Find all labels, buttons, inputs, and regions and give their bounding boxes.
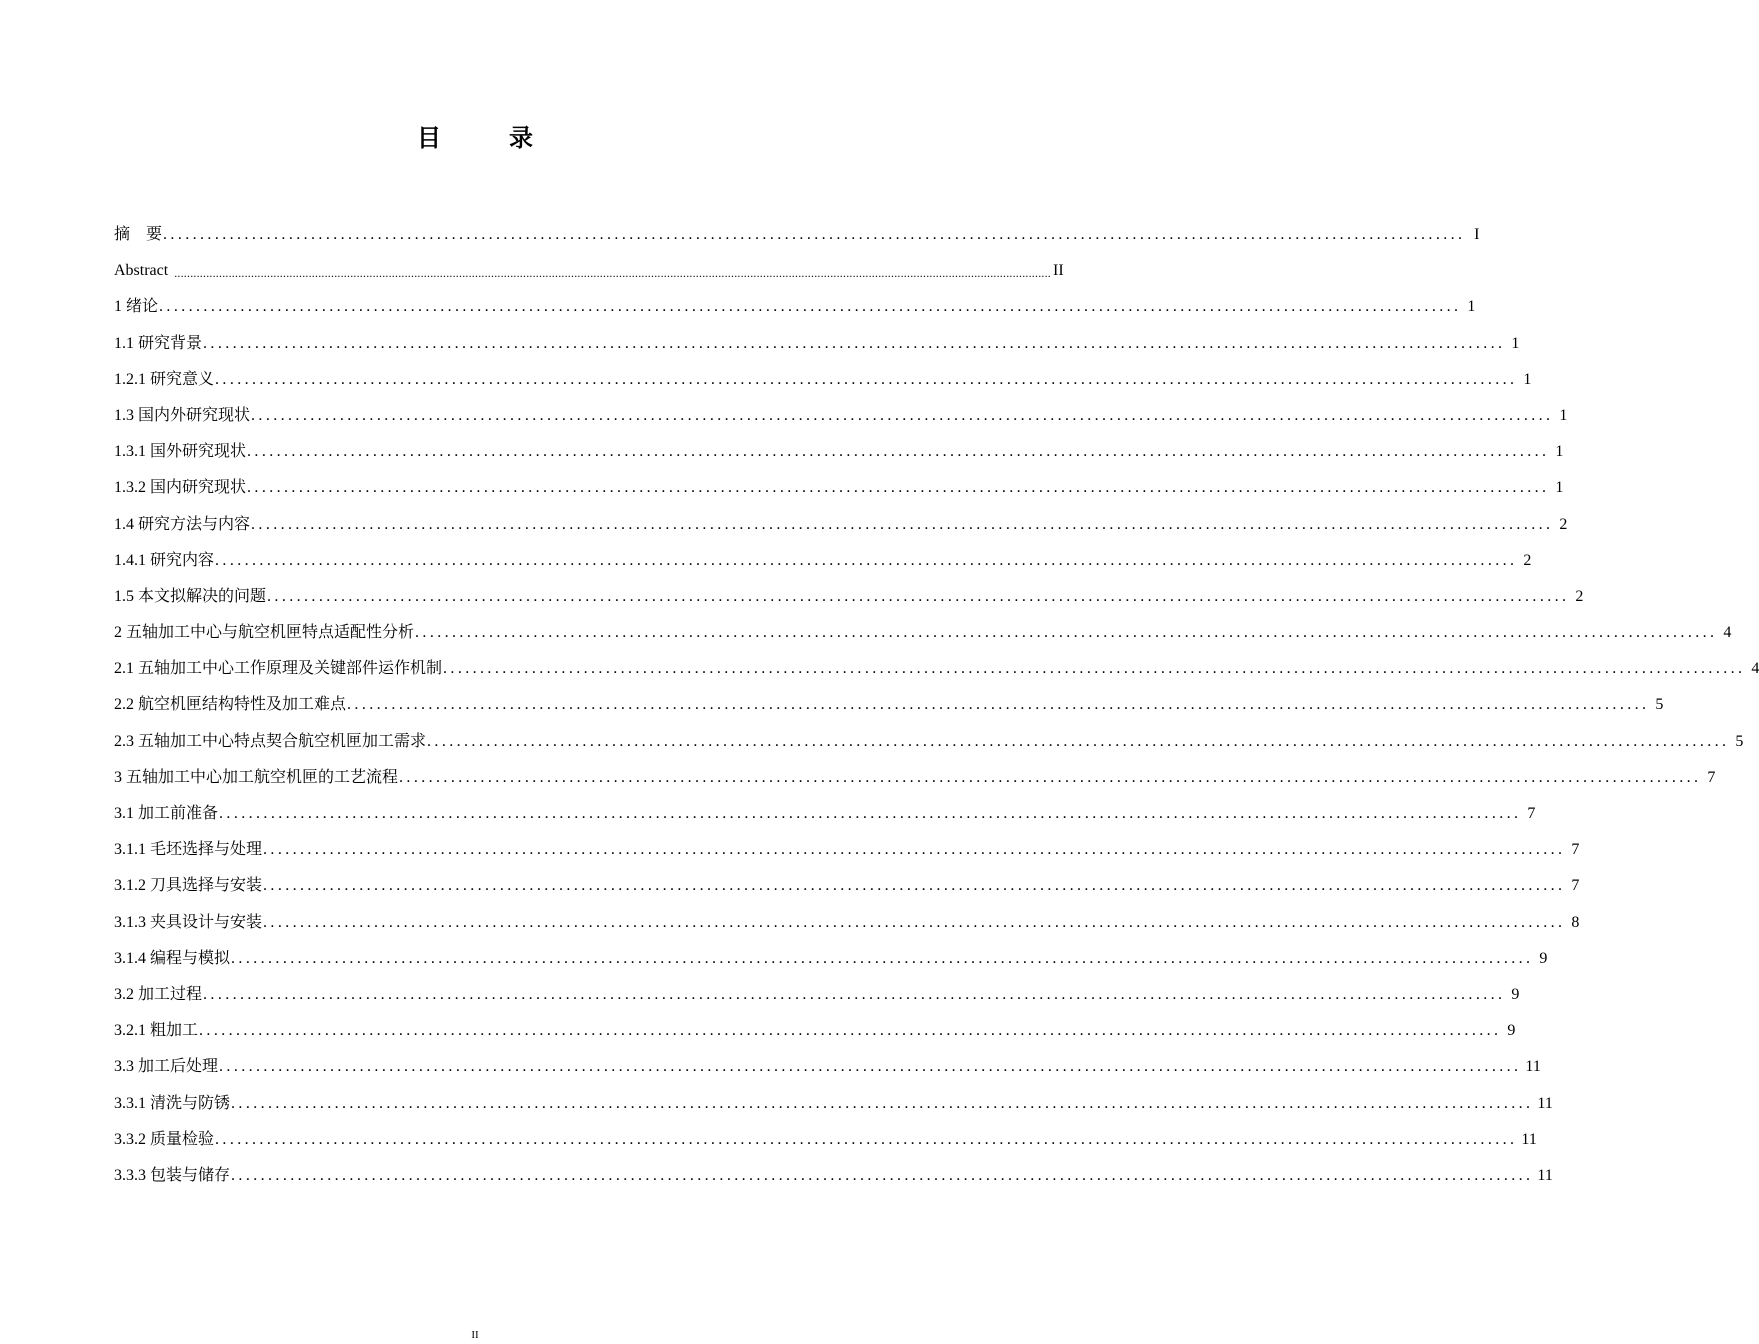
toc-entry[interactable] [114,498,1568,534]
toc-entry[interactable] [114,860,1580,896]
toc-entry[interactable] [114,1114,1537,1150]
toc-entry-page: 1 [1467,298,1476,316]
toc-entry-label: 2.1 五轴加工中心工作原理及关键部件运作机制 [114,660,443,678]
toc-entry-label: 1.3.1 国外研究现状 [114,443,247,461]
toc-entry[interactable] [114,824,1580,860]
toc-entry-label: 3.3 加工后处理 [114,1058,219,1076]
toc-entry-page: 1 [1523,370,1532,388]
toc-entry-label: 3.3.1 清洗与防锈 [114,1094,231,1112]
toc-dot-leader: ................................................................................................................................................................................ [215,1130,1518,1148]
toc-entry-label: 3.3.3 包装与储存 [114,1166,231,1184]
toc-dot-leader: ................................................................................................................................................................................ [427,732,1730,750]
toc-entry[interactable] [114,462,1564,498]
toc-entry-label: 3.1.3 夹具设计与安装 [114,913,263,931]
toc-entry[interactable] [114,788,1536,824]
page-number-footer: II [471,1329,479,1341]
toc-entry[interactable] [114,1005,1516,1041]
toc-dot-leader: ................................................................................................................................................................................ [163,226,1466,243]
toc-entry-page: 9 [1511,985,1520,1003]
toc-entry[interactable] [114,643,1759,679]
toc-entry-page: 2 [1523,551,1532,569]
toc-dot-leader: ................................................................................................................................................................................ [443,660,1746,678]
toc-dot-leader: ................................................................................................................................................................................ [219,1058,1522,1076]
toc-entry-page: II [1053,262,1064,280]
toc-entry[interactable] [114,1041,1541,1077]
toc-dot-leader: .................................................................................................................................................................................................................................................................................. [174,266,1052,281]
toc-entry[interactable] [114,933,1548,969]
toc-entry-page: 2 [1575,587,1584,605]
toc-entry-abstract-cn[interactable] [114,207,1480,245]
toc-entry[interactable] [114,752,1716,788]
toc-dot-leader: ................................................................................................................................................................................ [215,551,1518,569]
toc-dot-leader: ................................................................................................................................................................................ [215,370,1518,388]
toc-entry-label: 1.4 研究方法与内容 [114,515,251,533]
toc-entry-abstract-en[interactable] [114,245,1064,281]
toc-entry-label: 1.1 研究背景 [114,334,203,352]
toc-entry[interactable] [114,679,1664,715]
toc-entry-label: 1.3.2 国内研究现状 [114,479,247,497]
toc-entry-page: 8 [1571,913,1580,931]
toc-dot-leader: ................................................................................................................................................................................ [263,913,1566,931]
toc-entry-page: I [1474,226,1480,243]
toc-entry[interactable] [114,535,1532,571]
toc-entry-page: 11 [1537,1166,1553,1184]
toc-dot-leader: ................................................................................................................................................................................ [231,1094,1534,1112]
toc-entry-page: 1 [1511,334,1520,352]
toc-entry-label: Abstract [114,262,169,280]
toc-dot-leader: ................................................................................................................................................................................ [231,949,1534,967]
toc-entry[interactable] [114,390,1568,426]
toc-dot-leader: ................................................................................................................................................................................ [347,696,1650,714]
toc-entry-page: 11 [1537,1094,1553,1112]
toc-entry-label: 摘 要 [114,226,163,243]
toc-entry[interactable] [114,1077,1553,1113]
toc-entry-page: 7 [1571,841,1580,859]
toc-entry-label: 3.1 加工前准备 [114,805,219,822]
toc-dot-leader: ................................................................................................................................................................................ [203,334,1506,352]
toc-entry-page: 4 [1723,624,1732,642]
toc-entry-page: 4 [1751,660,1759,678]
toc-entry-page: 2 [1559,515,1568,533]
toc-entry-label: 3.1.1 毛坯选择与处理 [114,841,263,859]
toc-entry-label: 2 五轴加工中心与航空机匣特点适配性分析 [114,624,415,642]
toc-entry[interactable] [114,1150,1553,1186]
toc-entry-label: 2.3 五轴加工中心特点契合航空机匣加工需求 [114,732,427,750]
toc-entry[interactable] [114,426,1564,462]
toc-entry-label: 2.2 航空机匣结构特性及加工难点 [114,696,347,714]
toc-entry-page: 5 [1735,732,1744,750]
toc-entry-label: 3.1.4 编程与模拟 [114,949,231,967]
toc-entry-page: 1 [1555,443,1564,461]
toc-entry-label: 3.3.2 质量检验 [114,1130,215,1148]
toc-entry-label: 1 绪论 [114,298,159,316]
toc-dot-leader: ................................................................................................................................................................................ [219,805,1522,822]
toc-entry-page: 7 [1707,768,1716,786]
toc-entry-label: 3.2 加工过程 [114,985,203,1003]
toc-dot-leader: ................................................................................................................................................................................ [251,406,1554,424]
toc-entry-label: 1.4.1 研究内容 [114,551,215,569]
toc-dot-leader: ................................................................................................................................................................................ [263,841,1566,859]
toc-dot-leader: ................................................................................................................................................................................ [231,1166,1534,1184]
toc-entry[interactable] [114,281,1476,317]
toc-dot-leader: ................................................................................................................................................................................ [267,587,1570,605]
toc-entry-page: 9 [1507,1022,1516,1040]
toc-entry-label: 1.5 本文拟解决的问题 [114,587,267,605]
toc-entry[interactable] [114,317,1520,353]
toc-entry-page: 7 [1527,805,1536,822]
toc-entry-label: 3.2.1 粗加工 [114,1022,199,1040]
toc-entry[interactable] [114,571,1584,607]
toc-entry-page: 5 [1655,696,1664,714]
toc-entry[interactable] [114,896,1580,932]
toc-entry[interactable] [114,354,1532,390]
toc-dot-leader: ................................................................................................................................................................................ [247,479,1550,497]
toc-entry-label: 1.2.1 研究意义 [114,370,215,388]
toc-entry-page: 1 [1555,479,1564,497]
toc-entry-page: 9 [1539,949,1548,967]
toc-dot-leader: ................................................................................................................................................................................ [199,1022,1502,1040]
toc-dot-leader: ................................................................................................................................................................................ [251,515,1554,533]
page-title: 目 录 [417,124,555,152]
toc-entry-page: 1 [1559,406,1568,424]
toc-dot-leader: ................................................................................................................................................................................ [247,443,1550,461]
table-of-contents [114,207,1759,1186]
toc-entry-page: 11 [1521,1130,1537,1148]
toc-entry-label: 3.1.2 刀具选择与安装 [114,877,263,895]
toc-entry-page: 7 [1571,877,1580,895]
toc-entry[interactable] [114,969,1520,1005]
toc-entry-label: 3 五轴加工中心加工航空机匣的工艺流程 [114,768,399,786]
toc-entry-label: 1.3 国内外研究现状 [114,406,251,424]
toc-dot-leader: ................................................................................................................................................................................ [159,298,1462,316]
toc-dot-leader: ................................................................................................................................................................................ [263,877,1566,895]
toc-dot-leader: ................................................................................................................................................................................ [203,985,1506,1003]
toc-entry-page: 11 [1525,1058,1541,1076]
toc-entry[interactable] [114,607,1732,643]
toc-dot-leader: ................................................................................................................................................................................ [399,768,1702,786]
toc-entry[interactable] [114,715,1744,751]
toc-dot-leader: ................................................................................................................................................................................ [415,624,1718,642]
